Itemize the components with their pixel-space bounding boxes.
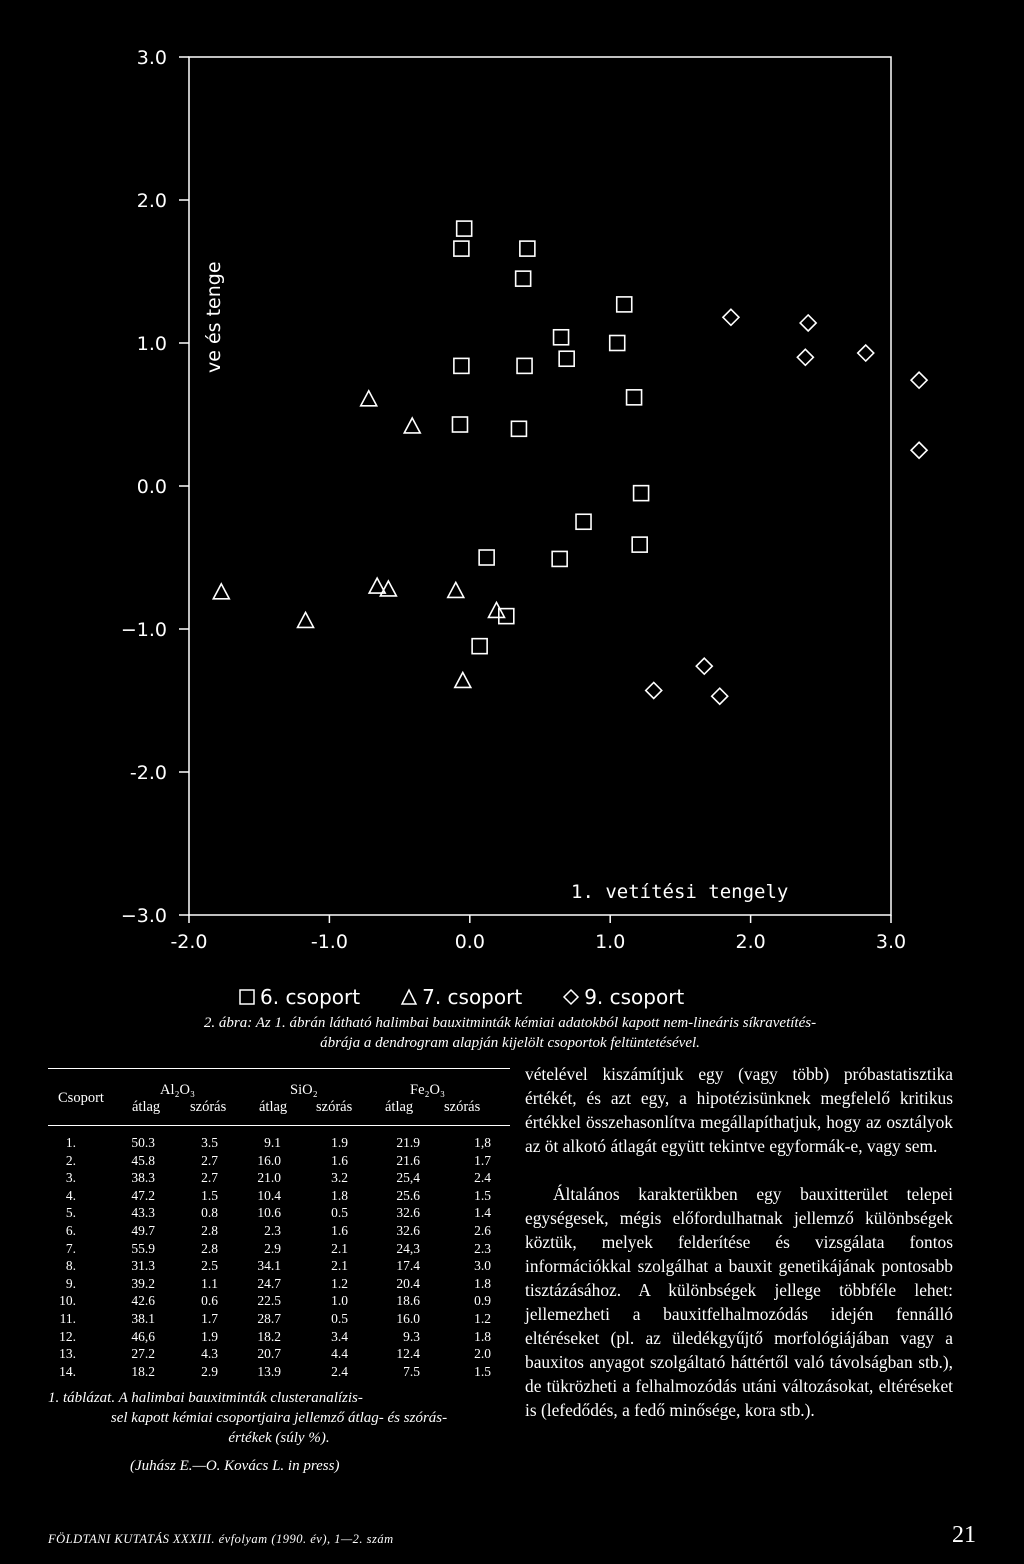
table-cell: 1.8 xyxy=(474,1328,491,1344)
table-cell: 0.5 xyxy=(331,1205,348,1221)
triangle-point xyxy=(488,602,504,617)
table-cell: 10.6 xyxy=(257,1205,281,1221)
table-cell: 12. xyxy=(59,1328,76,1344)
sub-header: szórás xyxy=(316,1099,353,1115)
y-tick-label: 0.0 xyxy=(136,476,167,498)
table-cell: 22.5 xyxy=(257,1293,281,1309)
table-row xyxy=(48,1169,510,1187)
y-tick-label: −1.0 xyxy=(120,619,167,641)
body-paragraph: Általános karakterükben egy bauxitterület telepei egységesek, mégis előfordulhatnak jellemző különbségek köztük, melyek felderítése és vizsgálata fontos információkkal szolgálhat a bauxit genetikájának pontosabb tisztázásához. A különbségek jellege többféle lehet: jellemezheti a bauxitfelhalmozódás idején fennálló eltéréseket (pl. az üledékgyűjtő morfológiájában vagy a bauxitos anyagot szolgáltató háttértől való távolságban stb.), de tükrözheti a felhalmozódás utáni változásokat, eltéréseket is (lefedődés, a fedő minősége, kora stb.). xyxy=(525,1184,953,1420)
table-cell: 38.3 xyxy=(131,1170,155,1186)
table-cell: 2.7 xyxy=(201,1152,218,1168)
table-cell: 1.7 xyxy=(201,1310,218,1326)
diamond-point xyxy=(800,315,816,331)
diamond-point xyxy=(712,688,728,704)
diamond-point xyxy=(797,349,813,365)
table-row xyxy=(48,1222,510,1240)
column-group-header: SiO₂ xyxy=(290,1082,318,1098)
table-cell: 2. xyxy=(65,1152,76,1168)
table-cell: 20.7 xyxy=(257,1346,281,1362)
table-row xyxy=(48,1292,510,1310)
table-cell: 2.0 xyxy=(474,1346,491,1362)
table-cell: 34.1 xyxy=(257,1258,281,1274)
x-axis xyxy=(170,915,906,953)
table-cell: 24,3 xyxy=(396,1240,420,1256)
x-tick-label: -1.0 xyxy=(310,931,348,953)
table-cell: 9. xyxy=(65,1275,76,1291)
square-point xyxy=(610,336,625,351)
table-cell: 55.9 xyxy=(131,1240,155,1256)
sub-header: átlag xyxy=(385,1099,414,1115)
table-cell: 3.4 xyxy=(331,1328,348,1344)
table-cell: 2.8 xyxy=(201,1240,218,1256)
table-row xyxy=(48,1345,510,1363)
table-cell: 2.9 xyxy=(201,1363,218,1379)
table-row xyxy=(48,1187,510,1205)
body-paragraph: vételével kiszámítjuk egy (vagy több) próbastatisztika értékét, és azt egy, a hipotézisünknek megfelelő kritikus értékkel összehasonlítva megállapíthatjuk, hogy az osztályok az öt alkotó átlagát együtt tekintve egyformák-e, vagy sem. xyxy=(525,1064,953,1156)
table-cell: 13. xyxy=(59,1346,76,1362)
y-tick-label: 1.0 xyxy=(136,333,167,355)
table-cell: 4. xyxy=(65,1187,76,1203)
table-cell: 13.9 xyxy=(257,1363,281,1379)
legend-item-group-7 xyxy=(400,985,522,1009)
table-cell: 5. xyxy=(65,1205,76,1221)
table-cell: 21.9 xyxy=(396,1135,420,1150)
table-cell: 9.3 xyxy=(403,1328,420,1344)
table-cell: 18.2 xyxy=(131,1363,155,1379)
table-cell: 3.0 xyxy=(474,1258,491,1274)
diamond-point xyxy=(723,309,739,325)
x-tick-label: 3.0 xyxy=(875,931,907,953)
square-point xyxy=(452,417,467,432)
square-point xyxy=(511,421,526,436)
diamond-point xyxy=(696,658,712,674)
legend-item-group-6 xyxy=(238,985,360,1009)
table-row xyxy=(48,1240,510,1258)
figure-caption-line: ábrája a dendrogram alapján kijelölt csoportok feltüntetésével. xyxy=(320,1035,700,1051)
table-caption-line: 1. táblázat. A halimbai bauxitminták clusteranalízis- xyxy=(48,1390,363,1406)
table-cell: 1.5 xyxy=(474,1363,491,1379)
table-cell: 1.8 xyxy=(331,1187,348,1203)
square-point xyxy=(632,537,647,552)
square-point xyxy=(617,297,632,312)
table-cell: 2.8 xyxy=(201,1222,218,1238)
square-point xyxy=(576,514,591,529)
table-row xyxy=(48,1134,510,1152)
sub-header: szórás xyxy=(444,1099,481,1115)
table-cell: 31.3 xyxy=(131,1258,155,1274)
table-cell: 1.8 xyxy=(474,1275,491,1291)
table-cell: 28.7 xyxy=(257,1310,281,1326)
figure-caption-line: 2. ábra: Az 1. ábrán látható halimbai bauxitminták kémiai adatokból kapott nem-lineáris síkravetítés- xyxy=(203,1015,817,1031)
diamond-point xyxy=(911,372,927,388)
table-cell: 18.6 xyxy=(396,1293,420,1309)
table-cell: 2.3 xyxy=(474,1240,491,1256)
table-cell: 12.4 xyxy=(396,1346,420,1362)
data-points xyxy=(213,221,927,704)
x-tick-label: 1.0 xyxy=(595,931,626,953)
journal-footer: FÖLDTANI KUTATÁS XXXIII. évfolyam (1990. év), 1—2. szám xyxy=(48,1532,394,1546)
triangle-point xyxy=(404,418,420,433)
table-caption xyxy=(48,1388,510,1448)
table-cell: 27.2 xyxy=(131,1346,155,1362)
diamond-point xyxy=(911,442,927,458)
sub-header: átlag xyxy=(259,1099,288,1115)
y-tick-label: 3.0 xyxy=(136,47,167,69)
table-cell: 18.2 xyxy=(257,1328,281,1344)
square-point xyxy=(516,271,531,286)
table-cell: 1.0 xyxy=(331,1293,348,1309)
table-cell: 1.2 xyxy=(331,1275,348,1291)
table-cell: 32.6 xyxy=(396,1205,420,1221)
table-cell: 7.5 xyxy=(403,1363,420,1379)
table-cell: 2.1 xyxy=(331,1240,348,1256)
table-header xyxy=(48,1069,510,1125)
table-cell: 1.5 xyxy=(474,1187,491,1203)
table-cell: 21.0 xyxy=(257,1170,281,1186)
table-cell: 49.7 xyxy=(131,1222,155,1238)
table-cell: 50.3 xyxy=(131,1135,155,1150)
table-cell: 2.7 xyxy=(201,1170,218,1186)
table-cell: 3.5 xyxy=(201,1135,218,1150)
diamond-point xyxy=(858,345,874,361)
triangle-point xyxy=(361,391,377,406)
table-cell: 1.7 xyxy=(474,1152,491,1168)
table-cell: 2.5 xyxy=(201,1258,218,1274)
sub-header: szórás xyxy=(190,1099,227,1115)
table-cell: 1.6 xyxy=(331,1222,348,1238)
square-point xyxy=(479,550,494,565)
table-cell: 1. xyxy=(65,1135,76,1150)
table-cell: 46,6 xyxy=(131,1328,155,1344)
table-row xyxy=(48,1363,510,1381)
table-cell: 1.6 xyxy=(331,1152,348,1168)
legend xyxy=(238,985,684,1009)
table-cell: 2.9 xyxy=(264,1240,281,1256)
y-tick-label: 2.0 xyxy=(136,190,167,212)
table-cell: 1,8 xyxy=(474,1135,491,1150)
diamond-point xyxy=(646,682,662,698)
triangle-marker-icon xyxy=(400,988,418,1006)
square-point xyxy=(454,358,469,373)
y-axis-label: ve és tenge xyxy=(203,261,225,373)
triangle-point xyxy=(213,584,229,599)
table-caption-line: sel kapott kémiai csoportjaira jellemző átlag- és szórás- xyxy=(110,1410,448,1426)
square-point xyxy=(552,551,567,566)
square-marker-icon xyxy=(238,988,256,1006)
y-tick-label: -2.0 xyxy=(129,762,167,784)
table-cell: 39.2 xyxy=(131,1275,155,1291)
table-cell: 20.4 xyxy=(396,1275,420,1291)
table-credit: (Juhász E.—O. Kovács L. in press) xyxy=(130,1458,340,1474)
table-cell: 10.4 xyxy=(257,1187,281,1203)
table-cell: 47.2 xyxy=(131,1187,155,1203)
table-cell: 0.6 xyxy=(201,1293,218,1309)
table-cell: 1.9 xyxy=(201,1328,218,1344)
table-cell: 7. xyxy=(65,1240,76,1256)
page-number: 21 xyxy=(952,1522,976,1548)
table-row xyxy=(48,1328,510,1346)
table-cell: 0.5 xyxy=(331,1310,348,1326)
table-cell: 1.5 xyxy=(201,1187,218,1203)
table-cell: 10. xyxy=(59,1293,76,1309)
y-tick-label: −3.0 xyxy=(120,905,167,927)
sub-header: átlag xyxy=(132,1099,161,1115)
table-cell: 9.1 xyxy=(264,1135,281,1150)
x-tick-label: 0.0 xyxy=(454,931,485,953)
column-group-header: Al₂O₃ xyxy=(160,1082,196,1098)
square-point xyxy=(517,358,532,373)
diamond-marker-icon xyxy=(562,988,580,1006)
table-cell: 25.6 xyxy=(396,1187,420,1203)
table-cell: 3. xyxy=(65,1170,76,1186)
table-cell: 16.0 xyxy=(396,1310,420,1326)
table-row xyxy=(48,1275,510,1293)
table-cell: 3.2 xyxy=(331,1170,348,1186)
table-caption-line: értékek (súly %). xyxy=(228,1430,330,1446)
table-cell: 6. xyxy=(65,1222,76,1238)
triangle-point xyxy=(448,582,464,597)
square-point xyxy=(472,639,487,654)
y-axis xyxy=(121,47,189,927)
table-cell: 1.4 xyxy=(474,1205,491,1221)
table-body xyxy=(48,1134,510,1380)
square-point xyxy=(457,221,472,236)
legend-item-group-9 xyxy=(562,985,684,1009)
table-row xyxy=(48,1152,510,1170)
column-group-header: Fe₂O₃ xyxy=(410,1082,446,1098)
body-text-column xyxy=(525,1062,953,1422)
table-cell: 1.2 xyxy=(474,1310,491,1326)
table-cell: 2.6 xyxy=(474,1222,491,1238)
table-cell: 17.4 xyxy=(396,1258,420,1274)
square-point xyxy=(454,241,469,256)
plot-frame xyxy=(189,57,891,915)
legend-label: 7. csoport xyxy=(422,985,523,1009)
x-tick-label: -2.0 xyxy=(170,931,208,953)
table-cell: 43.3 xyxy=(131,1205,155,1221)
legend-label: 6. csoport xyxy=(260,985,361,1009)
table-row xyxy=(48,1204,510,1222)
table-cell: 8. xyxy=(65,1258,76,1274)
table-cell: 4.3 xyxy=(201,1346,218,1362)
table-cell: 1.9 xyxy=(331,1135,348,1150)
table-cell: 14. xyxy=(59,1363,76,1379)
group-column-header: Csoport xyxy=(58,1090,104,1106)
table-cell: 32.6 xyxy=(396,1222,420,1238)
table-cell: 21.6 xyxy=(396,1152,420,1168)
figure-caption xyxy=(60,1013,960,1053)
table-cell: 25,4 xyxy=(396,1170,420,1186)
table-row xyxy=(48,1257,510,1275)
table-cell: 38.1 xyxy=(131,1310,155,1326)
square-point xyxy=(559,351,574,366)
table-row xyxy=(48,1310,510,1328)
table-cell: 4.4 xyxy=(331,1346,348,1362)
table-cell: 2.1 xyxy=(331,1258,348,1274)
data-table xyxy=(48,1068,510,1380)
table-cell: 24.7 xyxy=(257,1275,281,1291)
legend-label: 9. csoport xyxy=(584,985,685,1009)
square-point xyxy=(634,486,649,501)
square-point xyxy=(520,241,535,256)
table-header-rule xyxy=(48,1125,510,1126)
x-tick-label: 2.0 xyxy=(735,931,766,953)
table-cell: 42.6 xyxy=(131,1293,155,1309)
table-cell: 45.8 xyxy=(131,1152,155,1168)
table-cell: 2.3 xyxy=(264,1222,281,1238)
table-cell: 2.4 xyxy=(474,1170,491,1186)
triangle-point xyxy=(298,612,314,627)
table-cell: 11. xyxy=(59,1310,76,1326)
x-axis-label: 1. vetítési tengely xyxy=(571,881,789,903)
table-cell: 2.4 xyxy=(331,1363,348,1379)
square-point xyxy=(627,390,642,405)
table-cell: 16.0 xyxy=(257,1152,281,1168)
table-cell: 0.8 xyxy=(201,1205,218,1221)
table-cell: 0.9 xyxy=(474,1293,491,1309)
triangle-point xyxy=(455,672,471,687)
square-point xyxy=(554,330,569,345)
table-cell: 1.1 xyxy=(201,1275,218,1291)
